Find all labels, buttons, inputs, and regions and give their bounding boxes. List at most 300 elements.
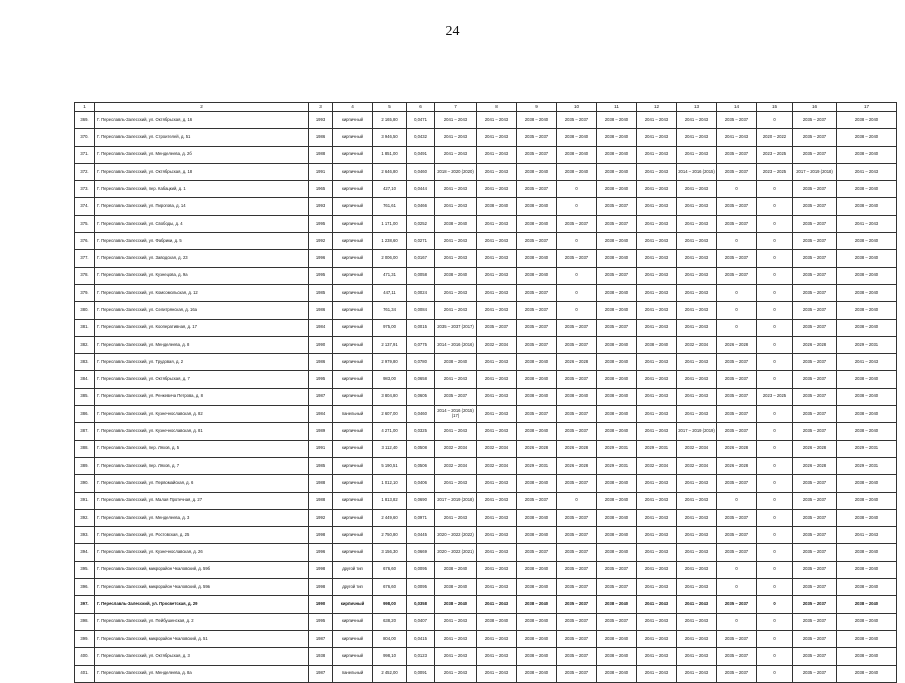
table-cell: 2029 – 2031 [837, 457, 897, 474]
table-cell: 0 [757, 440, 793, 457]
table-cell: 2038 – 2040 [517, 561, 557, 578]
table-cell: 395. [75, 561, 95, 578]
table-cell: 2041 – 2043 [677, 129, 717, 146]
table-cell: 398. [75, 613, 95, 630]
table-cell: 1990 [309, 336, 333, 353]
table-cell: 2041 – 2043 [477, 492, 517, 509]
table-cell: 2035 – 2037 [793, 475, 837, 492]
table-cell: 2035 – 2037 [557, 665, 597, 682]
table-cell: 381. [75, 319, 95, 336]
table-cell: 2035 – 2037 [793, 665, 837, 682]
table-cell: 2041 – 2043 [637, 267, 677, 284]
table-cell: 2035 – 2037 [793, 579, 837, 596]
table-cell: 1988 [309, 146, 333, 163]
address-cell: Г. Переславль-Залесский, ул. Пирогова, д. 14 [95, 198, 309, 215]
table-cell: 384. [75, 371, 95, 388]
table-cell: 2035 – 2037 [517, 492, 557, 509]
table-cell: 1996 [309, 250, 333, 267]
table-cell: 390. [75, 475, 95, 492]
address-cell: Г. Переславль-Залесский, ул. Трудовая, д. 2 [95, 354, 309, 371]
table-cell: 2041 – 2043 [637, 423, 677, 440]
table-cell: 983,00 [373, 371, 407, 388]
table-cell: 676,60 [373, 579, 407, 596]
table-cell: 2035 – 2037 [597, 613, 637, 630]
table-cell: 2032 – 2034 [435, 440, 477, 457]
table-cell: 0,0971 [407, 509, 435, 526]
table-cell: 2026 – 2028 [557, 457, 597, 474]
table-cell: 2032 – 2034 [677, 457, 717, 474]
table-cell: кирпичный [333, 423, 373, 440]
table-cell: 2038 – 2040 [517, 475, 557, 492]
table-row [75, 129, 897, 146]
table-cell: 2041 – 2043 [637, 233, 677, 250]
table-cell: 2035 – 2037 [557, 371, 597, 388]
page-number: 24 [445, 24, 460, 39]
table-cell: 2026 – 2028 [793, 336, 837, 353]
table-cell: 2041 – 2043 [435, 250, 477, 267]
table-cell: 2041 – 2043 [477, 665, 517, 682]
table-cell: 2038 – 2040 [557, 146, 597, 163]
table-cell: 0,0325 [407, 423, 435, 440]
table-cell: 2038 – 2040 [837, 596, 897, 613]
address-cell: Г. Переславль-Залесский, ул. Свободы, д. 4 [95, 215, 309, 232]
address-cell: Г. Переславль-Залесский, ул. Пейбушенская, д. 2 [95, 613, 309, 630]
table-cell: 2038 – 2040 [477, 613, 517, 630]
table-row [75, 440, 897, 457]
table-cell: 2035 – 2037 [793, 388, 837, 405]
table-cell: 2041 – 2043 [637, 544, 677, 561]
table-cell: 0,0432 [407, 129, 435, 146]
table-cell: 1988 [309, 492, 333, 509]
table-cell: 386. [75, 406, 95, 423]
table-cell: 2035 – 2037 [717, 406, 757, 423]
table-cell: кирпичный [333, 129, 373, 146]
table-cell: 2035 – 2037 [717, 475, 757, 492]
table-cell: 1992 [309, 509, 333, 526]
table-cell: 2041 – 2043 [677, 613, 717, 630]
table-cell: 2041 – 2043 [477, 302, 517, 319]
table-cell: 2041 – 2043 [435, 129, 477, 146]
table-cell: 0,0406 [407, 475, 435, 492]
table-cell: кирпичный [333, 492, 373, 509]
address-cell: Г. Переславль-Залесский, пер. Ляхов, д. 7 [95, 457, 309, 474]
table-cell: 0,0167 [407, 250, 435, 267]
table-cell: 2035 – 2037 [793, 267, 837, 284]
table-cell: панельный [333, 406, 373, 423]
table-cell: 2041 – 2043 [677, 579, 717, 596]
table-cell: 380. [75, 302, 95, 319]
table-cell: 2038 – 2040 [597, 423, 637, 440]
table-cell: 2 452,00 [373, 665, 407, 682]
table-cell: 2038 – 2040 [517, 596, 557, 613]
table-cell: 0 [557, 181, 597, 198]
table-row [75, 648, 897, 665]
table-cell: 0 [757, 267, 793, 284]
table-cell: 2038 – 2040 [837, 492, 897, 509]
table-cell: 0 [757, 544, 793, 561]
table-cell: 2035 – 2037 [557, 579, 597, 596]
table-cell: 2038 – 2040 [597, 648, 637, 665]
table-cell: 0,0095 [407, 561, 435, 578]
table-cell: 2017 – 2019 (2018) [435, 492, 477, 509]
table-cell: 2035 – 2037 [517, 319, 557, 336]
table-cell: 0,0095 [407, 579, 435, 596]
table-cell: 2032 – 2034 [477, 440, 517, 457]
table-cell: 2018 – 2020 (2020) [435, 163, 477, 180]
table-cell: 1990 [309, 596, 333, 613]
address-cell: Г. Переславль-Залесский, ул. Первомайская, д. 6 [95, 475, 309, 492]
table-cell: 2041 – 2043 [637, 302, 677, 319]
address-cell: Г. Переславль-Залесский, ул. Селитрянская, д. 16а [95, 302, 309, 319]
table-cell: панельный [333, 665, 373, 682]
table-cell: кирпичный [333, 388, 373, 405]
table-cell: кирпичный [333, 630, 373, 647]
table-cell: 2041 – 2043 [637, 527, 677, 544]
table-cell: 2038 – 2040 [597, 302, 637, 319]
table-cell: 2035 – 2037 [793, 596, 837, 613]
table-header [75, 103, 897, 112]
table-cell: 2014 – 2016 (2015) [677, 163, 717, 180]
table-cell: 2038 – 2040 [517, 250, 557, 267]
table-cell: 2041 – 2043 [435, 146, 477, 163]
table-cell: 374. [75, 198, 95, 215]
table-cell: 2041 – 2043 [677, 284, 717, 301]
table-row [75, 250, 897, 267]
table-cell: 2038 – 2040 [597, 233, 637, 250]
table-cell: 998,00 [373, 596, 407, 613]
address-cell: Г. Переславль-Залесский, ул. Заводская, д. 23 [95, 250, 309, 267]
table-cell: 2038 – 2040 [597, 129, 637, 146]
table-cell: 2038 – 2040 [435, 354, 477, 371]
table-cell: 2035 – 2037 [793, 354, 837, 371]
table-cell: 2041 – 2043 [477, 544, 517, 561]
table-cell: 0,0091 [407, 665, 435, 682]
table-cell: 1995 [309, 613, 333, 630]
table-cell: 2020 – 2022 [757, 129, 793, 146]
table-cell: 2023 – 2025 [757, 163, 793, 180]
table-cell: другой тип [333, 561, 373, 578]
address-cell: Г. Переславль-Залесский, пер. Ляхов, д. 5 [95, 440, 309, 457]
table-cell: 2032 – 2034 [677, 336, 717, 353]
table-cell: 371. [75, 146, 95, 163]
table-cell: 2038 – 2040 [837, 561, 897, 578]
table-cell: 2035 – 2037 [717, 388, 757, 405]
table-cell: 2038 – 2040 [597, 406, 637, 423]
table-cell: кирпичный [333, 371, 373, 388]
table-cell: 2041 – 2043 [637, 579, 677, 596]
table-row [75, 354, 897, 371]
table-cell: 2035 – 2037 [557, 319, 597, 336]
table-cell: 2041 – 2043 [837, 354, 897, 371]
table-cell: 2041 – 2043 [637, 250, 677, 267]
table-cell: 0 [757, 613, 793, 630]
table-row [75, 146, 897, 163]
table-cell: 2041 – 2043 [637, 613, 677, 630]
table-cell: 2041 – 2043 [435, 233, 477, 250]
table-cell: 2020 – 2022 (2022) [435, 527, 477, 544]
table-cell: 2041 – 2043 [435, 284, 477, 301]
table-cell: кирпичный [333, 163, 373, 180]
table-cell: 2041 – 2043 [637, 509, 677, 526]
table-cell: 2041 – 2043 [435, 302, 477, 319]
table-cell: 0,0445 [407, 527, 435, 544]
table-cell: 2041 – 2043 [677, 492, 717, 509]
table-cell: 804,00 [373, 630, 407, 647]
table-cell: 2041 – 2043 [637, 284, 677, 301]
table-cell: 2041 – 2043 [477, 267, 517, 284]
table-cell: 2035 – 2037 [793, 648, 837, 665]
address-cell: Г. Переславль-Залесский, ул. Октябрьская, д. 7 [95, 371, 309, 388]
table-cell: 2041 – 2043 [637, 129, 677, 146]
table-cell: 0 [557, 492, 597, 509]
table-cell: кирпичный [333, 233, 373, 250]
table-cell: 1989 [309, 423, 333, 440]
table-row [75, 112, 897, 129]
table-cell: 2038 – 2040 [597, 492, 637, 509]
column-header: 8 [477, 103, 517, 112]
address-cell: Г. Переславль-Залесский, пер. Кабацкий, д. 1 [95, 181, 309, 198]
address-cell: Г. Переславль-Залесский, ул. Менделеева, д. 8 [95, 336, 309, 353]
table-cell: 2041 – 2043 [435, 181, 477, 198]
table-row [75, 198, 897, 215]
table-cell: 2041 – 2043 [477, 579, 517, 596]
table-cell: 2017 – 2019 (2018) [793, 163, 837, 180]
table-cell: 2035 – 2037 [793, 561, 837, 578]
table-cell: 2026 – 2028 [793, 457, 837, 474]
table-cell: 4 271,00 [373, 423, 407, 440]
table-cell: 2038 – 2040 [597, 336, 637, 353]
table-cell: 2035 – 2037 [793, 302, 837, 319]
table-cell: 2026 – 2028 [717, 440, 757, 457]
table-cell: 2038 – 2040 [597, 527, 637, 544]
table-cell: 2035 – 2037 [717, 215, 757, 232]
table-cell: 2035 – 2037 [717, 665, 757, 682]
table-cell: 2035 – 2037 [793, 423, 837, 440]
table-cell: 2041 – 2043 [837, 527, 897, 544]
table-cell: 1998 [309, 561, 333, 578]
table-cell: 2041 – 2043 [435, 648, 477, 665]
table-cell: 2035 – 2037 [517, 181, 557, 198]
table-cell: 2035 – 2037 [517, 146, 557, 163]
table-cell: 2035 – 2037 [557, 215, 597, 232]
table-cell: 2041 – 2043 [717, 129, 757, 146]
table-cell: 2035 – 2037 [597, 319, 637, 336]
table-cell: 2038 – 2040 [517, 267, 557, 284]
table-cell: 761,34 [373, 302, 407, 319]
table-cell: кирпичный [333, 527, 373, 544]
address-cell: Г. Переславль-Залесский, ул. Фабрики, д. 5 [95, 233, 309, 250]
column-header: 13 [677, 103, 717, 112]
table-cell: 2035 – 2037 [793, 129, 837, 146]
table-cell: 2038 – 2040 [517, 163, 557, 180]
table-cell: 1 851,00 [373, 146, 407, 163]
table-cell: 2035 – 2037 [717, 423, 757, 440]
address-cell: Г. Переславль-Залесский, ул. Просветская, д. 29 [95, 596, 309, 613]
table-cell: 2035 – 2037 [717, 630, 757, 647]
table-cell: 2041 – 2043 [677, 561, 717, 578]
table-cell: 3 804,80 [373, 388, 407, 405]
table-row [75, 267, 897, 284]
table-cell: 2038 – 2040 [597, 371, 637, 388]
table-cell: 2038 – 2040 [597, 284, 637, 301]
table-cell: 2032 – 2034 [677, 440, 717, 457]
table-cell: 0,0123 [407, 648, 435, 665]
table-cell: 2041 – 2043 [677, 544, 717, 561]
table-cell: 0,0407 [407, 613, 435, 630]
table-cell: 1988 [309, 475, 333, 492]
address-cell: Г. Переславль-Залесский, ул. Менделеева, д. 8а [95, 665, 309, 682]
table-cell: 1986 [309, 302, 333, 319]
table-cell: 392. [75, 509, 95, 526]
table-cell: кирпичный [333, 250, 373, 267]
table-cell: 0 [757, 302, 793, 319]
table-cell: 0 [757, 665, 793, 682]
table-cell: 2041 – 2043 [637, 388, 677, 405]
table-cell: 1985 [309, 284, 333, 301]
table-cell: 2041 – 2043 [477, 112, 517, 129]
table-cell: 0 [757, 198, 793, 215]
table-cell: 2038 – 2040 [837, 319, 897, 336]
table-cell: 2041 – 2043 [637, 163, 677, 180]
table-cell: 2038 – 2040 [597, 665, 637, 682]
table-cell: кирпичный [333, 146, 373, 163]
table-cell: 2035 – 2037 [793, 319, 837, 336]
table-cell: 2029 – 2031 [517, 457, 557, 474]
table-cell: 2035 – 2037 [597, 579, 637, 596]
table-cell: 2 006,00 [373, 250, 407, 267]
table-cell: 397. [75, 596, 95, 613]
table-cell: 2035 – 2037 [557, 509, 597, 526]
table-cell: 2041 – 2043 [435, 371, 477, 388]
table-cell: 0 [757, 457, 793, 474]
table-cell: 2038 – 2040 [435, 215, 477, 232]
table-cell: 2041 – 2043 [677, 112, 717, 129]
table-cell: 1938 [309, 648, 333, 665]
table-cell: 0,0780 [407, 354, 435, 371]
table-cell: 2041 – 2043 [477, 527, 517, 544]
table-cell: 2014 – 2016 (2016) [435, 336, 477, 353]
table-cell: кирпичный [333, 319, 373, 336]
table-cell: 2035 – 2037 [717, 250, 757, 267]
table-cell: 0 [757, 648, 793, 665]
table-cell: 2 449,60 [373, 509, 407, 526]
table-cell: 2038 – 2040 [837, 129, 897, 146]
table-cell: 2035 – 2037 [793, 509, 837, 526]
table-cell: кирпичный [333, 475, 373, 492]
table-cell: 2029 – 2031 [637, 440, 677, 457]
table-cell: 0,0084 [407, 302, 435, 319]
table-cell: 2035 – 2037 [717, 527, 757, 544]
table-cell: 1 813,82 [373, 492, 407, 509]
table-cell: 2035 – 2037 [793, 198, 837, 215]
table-cell: 382. [75, 336, 95, 353]
table-cell: 2038 – 2040 [837, 112, 897, 129]
address-cell: Г. Переславль-Залесский, микрорайон Чкаловский, д. 59в [95, 579, 309, 596]
table-cell: 385. [75, 388, 95, 405]
table-cell: 2035 – 2037 [557, 475, 597, 492]
table-cell: 1998 [309, 527, 333, 544]
table-cell: 2041 – 2043 [477, 354, 517, 371]
table-cell: 2041 – 2043 [677, 267, 717, 284]
table-row [75, 630, 897, 647]
address-cell: Г. Переславль-Залесский, ул. Менделеева, д. 2б [95, 146, 309, 163]
table-cell: 1 171,00 [373, 215, 407, 232]
table-cell: 2035 – 2037 [793, 527, 837, 544]
table-cell: 0,0605 [407, 388, 435, 405]
column-header: 6 [407, 103, 435, 112]
table-cell: 1987 [309, 665, 333, 682]
table-cell: 2035 – 2037 [517, 284, 557, 301]
table-cell: 2035 – 2037 [717, 354, 757, 371]
table-cell: 2041 – 2043 [637, 406, 677, 423]
table-cell: 1987 [309, 388, 333, 405]
table-cell: 0,0058 [407, 267, 435, 284]
table-cell: 1991 [309, 163, 333, 180]
table-cell: 0 [557, 198, 597, 215]
table-cell: 2023 – 2025 [757, 146, 793, 163]
table-cell: 2038 – 2040 [837, 388, 897, 405]
table-cell: 401. [75, 665, 95, 682]
table-cell: 2 646,80 [373, 163, 407, 180]
table-cell: 0,0658 [407, 371, 435, 388]
table-cell: 0,0024 [407, 284, 435, 301]
table-cell: 2041 – 2043 [477, 146, 517, 163]
table-cell: 0 [757, 371, 793, 388]
address-cell: Г. Переславль-Залесский, ул. Кузнецова, д. 9а [95, 267, 309, 284]
table-cell: 2035 – 2037 [517, 336, 557, 353]
table-cell: 2041 – 2043 [677, 215, 717, 232]
table-cell: 2038 – 2040 [837, 198, 897, 215]
table-cell: 2026 – 2028 [517, 440, 557, 457]
table-cell: кирпичный [333, 215, 373, 232]
table-cell: 2041 – 2043 [477, 129, 517, 146]
table-cell: 388. [75, 440, 95, 457]
table-cell: 2 607,00 [373, 406, 407, 423]
table-cell: 2041 – 2043 [637, 371, 677, 388]
address-cell: Г. Переславль-Залесский, ул. Октябрьская, д. 16 [95, 112, 309, 129]
table-cell: 2029 – 2031 [597, 440, 637, 457]
column-header: 3 [309, 103, 333, 112]
table-cell: 1993 [309, 112, 333, 129]
table-cell: 2041 – 2043 [477, 630, 517, 647]
table-cell: 2041 – 2043 [637, 354, 677, 371]
table-cell: 2038 – 2040 [517, 509, 557, 526]
table-row [75, 215, 897, 232]
table-cell: кирпичный [333, 648, 373, 665]
table-cell: 2041 – 2043 [435, 198, 477, 215]
table-cell: 1987 [309, 630, 333, 647]
table-cell: 2038 – 2040 [517, 371, 557, 388]
table-cell: 0,0271 [407, 233, 435, 250]
table-body [75, 112, 897, 683]
table-cell: 2035 – 2037 [717, 509, 757, 526]
table-cell: 2020 – 2022 (2021) [435, 544, 477, 561]
table-cell: 2035 – 2037 [793, 406, 837, 423]
table-cell: 2038 – 2040 [597, 112, 637, 129]
table-cell: 0 [757, 527, 793, 544]
column-header: 9 [517, 103, 557, 112]
table-cell: 2035 – 2037 [517, 406, 557, 423]
table-cell: 2035 – 2037 [435, 388, 477, 405]
table-cell: 2035 – 2037 [793, 181, 837, 198]
address-cell: Г. Переславль-Залесский, микрорайон Чкаловский, д. 59б [95, 561, 309, 578]
table-cell: 2035 – 2037 [517, 129, 557, 146]
table-cell: 2038 – 2040 [517, 579, 557, 596]
table-cell: 2038 – 2040 [435, 267, 477, 284]
table-cell: 2041 – 2043 [677, 233, 717, 250]
table-cell: 2038 – 2040 [517, 613, 557, 630]
address-cell: Г. Переславль-Залесский, ул. Октябрьская, д. 3 [95, 648, 309, 665]
